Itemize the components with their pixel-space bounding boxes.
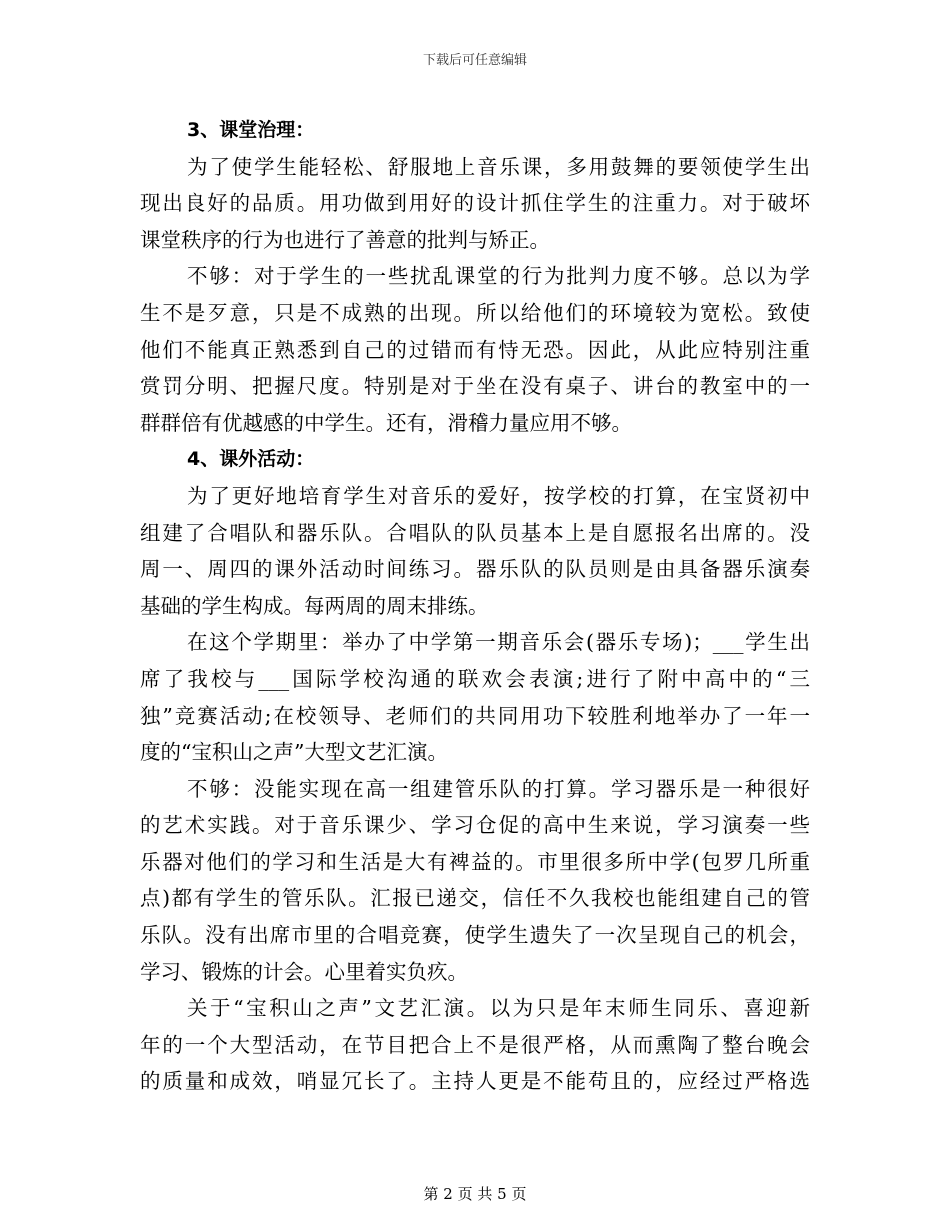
paragraph-line: 为了更好地培育学生对音乐的爱好，按学校的打算，在宝贤初中 [187, 483, 810, 508]
paragraph-line: 周一、周四的课外活动时间练习。器乐队的队员则是由具备器乐演奏 [140, 557, 810, 582]
paragraph-line: 现出良好的品质。用功做到用好的设计抓住学生的注重力。对于破坏 [140, 191, 810, 216]
section-heading: 4、课外活动： [187, 448, 315, 471]
paragraph-line: 的质量和成效，哨显冗长了。主持人更是不能苟且的，应经过严格选 [140, 1069, 810, 1094]
paragraph-line: 基础的学生构成。每两周的周末排练。 [140, 593, 489, 618]
paragraph-line: 学习、锻炼的计会。心里着实负疚。 [140, 959, 468, 984]
paragraph-line: 乐器对他们的学习和生活是大有裨益的。市里很多所中学(包罗几所重 [140, 849, 810, 874]
paragraph-line: 关于“宝积山之声”文艺汇演。以为只是年末师生同乐、喜迎新 [187, 996, 810, 1021]
paragraph-line: 不够：没能实现在高一组建管乐队的打算。学习器乐是一种很好 [187, 776, 810, 801]
paragraph-line: 在这个学期里：举办了中学第一期音乐会(器乐专场)；___学生出 [187, 630, 810, 655]
paragraph-line: 度的“宝积山之声”大型文艺汇演。 [140, 740, 448, 765]
section-heading: 3、课堂治理： [187, 119, 315, 141]
paragraph-line: 乐队。没有出席市里的合唱竞赛，使学生遗失了一次呈现自己的机会， [140, 923, 810, 948]
paragraph-line: 他们不能真正熟悉到自己的过错而有恃无恐。因此，从此应特别注重 [140, 337, 810, 362]
paragraph-line: 点)都有学生的管乐队。汇报已递交，信任不久我校也能组建自己的管 [140, 886, 810, 911]
paragraph-line: 生不是歹意，只是不成熟的出现。所以给他们的环境较为宽松。致使 [140, 300, 810, 325]
paragraph-line: 独”竞赛活动;在校领导、老师们的共同用功下较胜利地举办了一年一 [140, 703, 810, 728]
page-footer: 第 2 页 共 5 页 [423, 1185, 527, 1203]
paragraph-line: 席了我校与___国际学校沟通的联欢会表演;进行了附中高中的“三 [140, 666, 810, 691]
paragraph-line: 赏罚分明、把握尺度。特别是对于坐在没有桌子、讲台的教室中的一 [140, 374, 810, 399]
paragraph-line: 课堂秩序的行为也进行了善意的批判与矫正。 [140, 227, 550, 252]
paragraph-line: 不够：对于学生的一些扰乱课堂的行为批判力度不够。总以为学 [187, 264, 810, 289]
paragraph-line: 为了使学生能轻松、舒服地上音乐课，多用鼓舞的要领使学生出 [187, 154, 810, 179]
paragraph-line: 组建了合唱队和器乐队。合唱队的队员基本上是自愿报名出席的。没 [140, 520, 810, 545]
paragraph-line: 群群倍有优越感的中学生。还有，滑稽力量应用不够。 [140, 410, 632, 435]
page-header: 下载后可任意编辑 [422, 53, 527, 68]
paragraph-line: 年的一个大型活动，在节目把合上不是很严格，从而熏陶了整台晚会 [140, 1032, 810, 1057]
paragraph-line: 的艺术实践。对于音乐课少、学习仓促的高中生来说，学习演奏一些 [140, 813, 810, 838]
document-body [140, 112, 810, 1100]
